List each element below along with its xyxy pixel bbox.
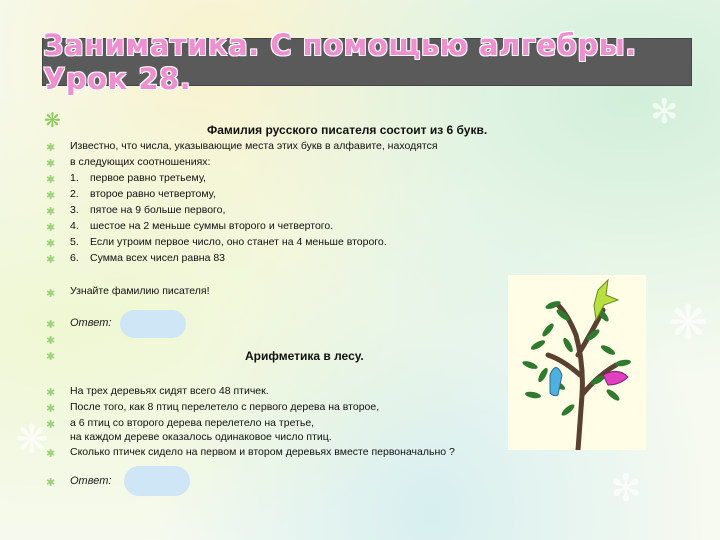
snowflake-icon: ✱ bbox=[46, 142, 56, 154]
background-snowflake-icon: ✻ bbox=[610, 468, 642, 510]
snowflake-icon: ✱ bbox=[46, 254, 56, 266]
condition-text: второе равно четвертому, bbox=[90, 188, 216, 200]
condition-number: 1. bbox=[70, 172, 79, 184]
condition-text: Если утроим первое число, оно станет на 4 меньше второго. bbox=[90, 236, 387, 248]
answer-box[interactable] bbox=[124, 466, 190, 496]
puzzle2-line: После того, как 8 птиц перелетело с первого дерева на второе, bbox=[70, 401, 380, 413]
condition-number: 6. bbox=[70, 252, 79, 264]
snowflake-icon: ✱ bbox=[46, 419, 56, 431]
puzzle1-question: Узнайте фамилию писателя! bbox=[70, 285, 210, 297]
snowflake-icon: ✱ bbox=[46, 206, 56, 218]
puzzle2-line: на каждом дереве оказалось одинаковое число птиц. bbox=[70, 431, 332, 443]
condition-item bbox=[70, 236, 387, 248]
snowflake-icon: ✱ bbox=[46, 222, 56, 234]
condition-item bbox=[70, 252, 225, 264]
puzzle2-line: На трех деревьях сидят всего 48 птичек. bbox=[70, 385, 269, 397]
answer-label: Ответ: bbox=[70, 475, 112, 487]
condition-item bbox=[70, 204, 225, 216]
snowflake-icon: ✱ bbox=[46, 335, 56, 347]
snowflake-icon: ✱ bbox=[46, 319, 56, 331]
condition-number: 3. bbox=[70, 204, 79, 216]
tree-with-birds-icon bbox=[508, 275, 646, 450]
condition-text: Сумма всех чисел равна 83 bbox=[90, 252, 226, 264]
condition-number: 4. bbox=[70, 220, 79, 232]
answer-box[interactable] bbox=[120, 310, 186, 338]
background-snowflake-icon: ❋ bbox=[15, 418, 49, 462]
snowflake-icon: ✱ bbox=[46, 403, 56, 415]
snowflake-icon: ✱ bbox=[46, 174, 56, 186]
snowflake-icon: ✱ bbox=[46, 387, 56, 399]
snowflake-icon: ✱ bbox=[46, 477, 56, 489]
condition-text: шестое на 2 меньше суммы второго и четвертого. bbox=[90, 220, 334, 232]
condition-text: пятое на 9 больше первого, bbox=[90, 204, 226, 216]
slide-title: Заниматика. С помощью алгебры. Урок 28. bbox=[43, 28, 637, 96]
snowflake-icon: ✱ bbox=[46, 190, 56, 202]
background-snowflake-icon: ❋ bbox=[668, 297, 709, 350]
condition-item bbox=[70, 172, 206, 184]
puzzle2-line: а 6 птиц со второго дерева перелетело на третье, bbox=[70, 417, 315, 429]
condition-number: 5. bbox=[70, 236, 79, 248]
puzzle1-heading: Фамилия русского писателя состоит из 6 букв. bbox=[207, 123, 488, 137]
snowflake-icon: ✱ bbox=[46, 288, 56, 300]
condition-text: первое равно третьему, bbox=[90, 172, 206, 184]
snowflake-icon: ❋ bbox=[44, 110, 61, 132]
puzzle2-line: Сколько птичек сидело на первом и втором деревьях вместе первоначально ? bbox=[70, 446, 455, 458]
snowflake-icon: ✱ bbox=[46, 351, 56, 363]
condition-number: 2. bbox=[70, 188, 79, 200]
tree-with-birds-illustration bbox=[508, 275, 646, 450]
snowflake-icon: ✱ bbox=[46, 158, 56, 170]
title-banner bbox=[42, 28, 692, 96]
condition-item bbox=[70, 188, 216, 200]
answer-label: Ответ: bbox=[70, 317, 112, 329]
puzzle1-intro-line: в следующих соотношениях: bbox=[70, 156, 211, 168]
puzzle1-intro-line: Известно, что числа, указывающие места этих букв в алфавите, находятся bbox=[70, 140, 438, 152]
background-snowflake-icon: ✻ bbox=[650, 93, 679, 131]
condition-item bbox=[70, 220, 333, 232]
snowflake-icon: ✱ bbox=[46, 238, 56, 250]
puzzle2-heading: Арифметика в лесу. bbox=[245, 349, 364, 363]
snowflake-icon: ✱ bbox=[46, 448, 56, 460]
